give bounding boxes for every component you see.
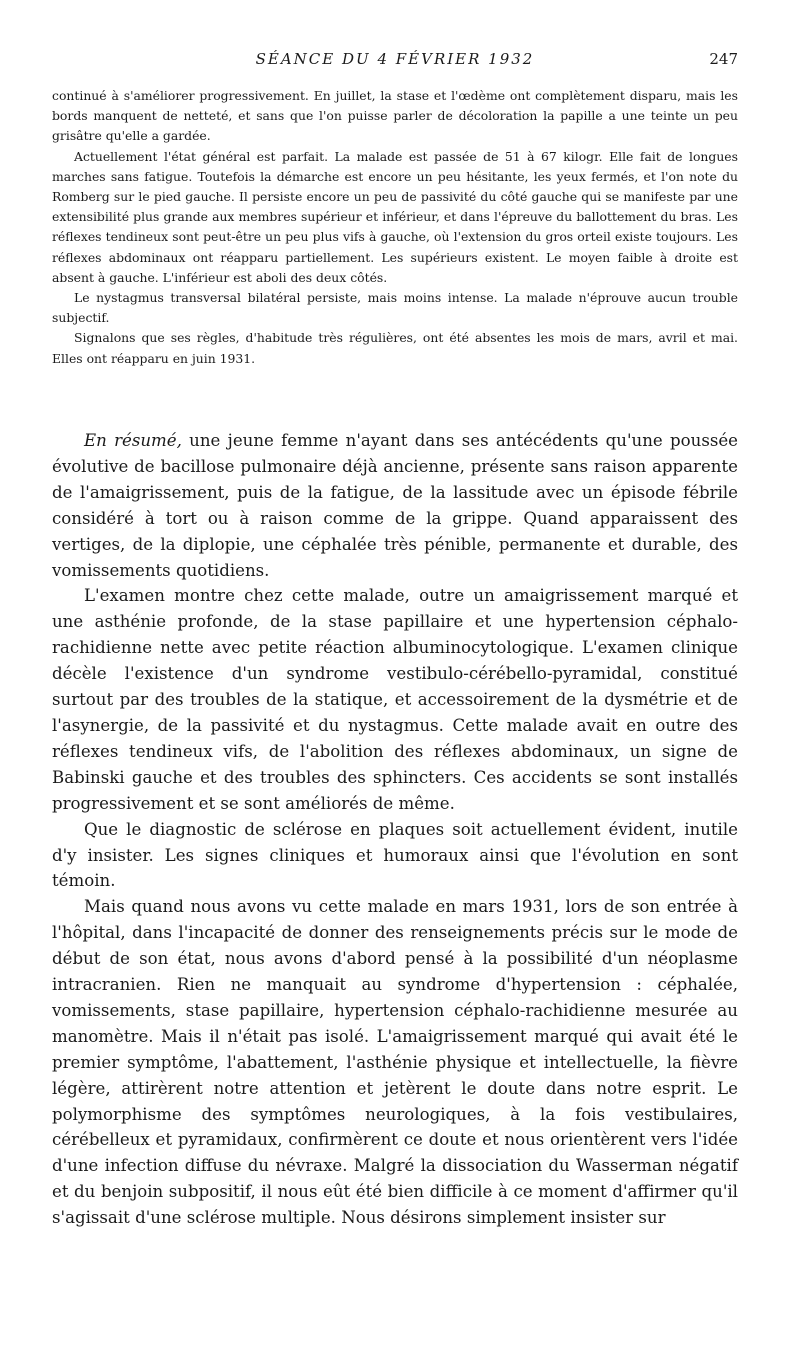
small-paragraph-2: Actuellement l'état général est parfait. La malade est passée de 51 à 67 kilogr. Elle fait de longues marches sans fatigue. Toutefois la démarche est encore un peu hésitante, les yeux fermés, et l'on note du Romberg sur le pied gauche. Il persiste encore un peu de passivité du côté gauche qui se manifeste par une extensibilité plus grande aux membres supérieur et inférieur, et dans l'épreuve du ballottement du bras. Les réflexes tendineux sont peut-être un peu plus vifs à gauche, où l'extension du gros orteil existe toujours. Les réflexes abdominaux ont réapparu partiellement. Les supérieurs existent. Le moyen faible à droite est absent à gauche. L'inférieur est aboli des deux côtés. <box>52 148 738 285</box>
page-number: 247 <box>709 50 738 68</box>
paragraph-diagnostic: Que le diagnostic de sclérose en plaques soit actuellement évident, inutile d'y insister. Les signes cliniques et humoraux ainsi que l'évolution en sont témoin. <box>52 819 738 891</box>
small-paragraph-4: Signalons que ses règles, d'habitude très régulières, ont été absentes les mois de mars, avril et mai. Elles ont réapparu en juin 1931. <box>52 330 738 366</box>
small-paragraph-3: Le nystagmus transversal bilatéral persiste, mais moins intense. La malade n'éprouve aucun trouble subjectif. <box>52 290 738 326</box>
main-text-section <box>52 428 738 1231</box>
summary-paragraph <box>52 428 738 583</box>
small-print-section <box>52 86 738 369</box>
summary-lead: En résumé, <box>84 431 182 450</box>
small-paragraph-1: continué à s'améliorer progressivement. En juillet, la stase et l'œdème ont complètement disparu, mais les bords manquent de netteté, et sans que l'on puisse parler de décoloration la papille a une teinte un peu grisâtre qu'elle a gardée. <box>52 88 738 144</box>
page-header <box>52 50 738 74</box>
summary-text: une jeune femme n'ayant dans ses antécédents qu'une poussée évolutive de bacillose pulmonaire déjà ancienne, présente sans raison apparente de l'amaigrissement, puis de la fatigue, de la lassitude avec un épisode fébrile considéré à tort ou à raison comme de la grippe. Quand apparaissent des vertiges, de la diplopie, une céphalée très pénible, permanente et durable, des vomissements quotidiens. <box>52 431 738 580</box>
paragraph-mars-1931: Mais quand nous avons vu cette malade en mars 1931, lors de son entrée à l'hôpital, dans l'incapacité de donner des renseignements précis sur le mode de début de son état, nous avons d'abord pensé à la possibilité d'un néoplasme intracranien. Rien ne manquait au syndrome d'hypertension : céphalée, vomissements, stase papillaire, hypertension céphalo-rachidienne mesurée au manomètre. Mais il n'était pas isolé. L'amaigrissement marqué qui avait été le premier symptôme, l'abattement, l'asthénie physique et intellectuelle, la fièvre légère, attirèrent notre attention et jetèrent le doute dans notre esprit. Le polymorphisme des symptômes neurologiques, à la fois vestibulaires, cérébelleux et pyramidaux, confirmèrent ce doute et nous orientèrent vers l'idée d'une infection diffuse du névraxe. Malgré la dissociation du Wasserman négatif et du benjoin subpositif, il nous eût été bien difficile à ce moment d'affirmer qu'il s'agissait d'une sclérose multiple. Nous désirons simplement insister sur <box>52 897 738 1228</box>
paragraph-examen: L'examen montre chez cette malade, outre un amaigrissement marqué et une asthénie profonde, de la stase papillaire et une hypertension céphalo-rachidienne nette avec petite réaction albuminocytologique. L'examen clinique décèle l'existence d'un syndrome vestibulo-cérébello-pyramidal, constitué surtout par des troubles de la statique, et accessoirement de la dysmétrie et de l'asynergie, de la passivité et du nystagmus. Cette malade avait en outre des réflexes tendineux vifs, de l'abolition des réflexes abdominaux, un signe de Babinski gauche et des troubles des sphincters. Ces accidents se sont installés progressivement et se sont améliorés de même. <box>52 586 738 813</box>
running-title: SÉANCE DU 4 FÉVRIER 1932 <box>255 50 535 68</box>
